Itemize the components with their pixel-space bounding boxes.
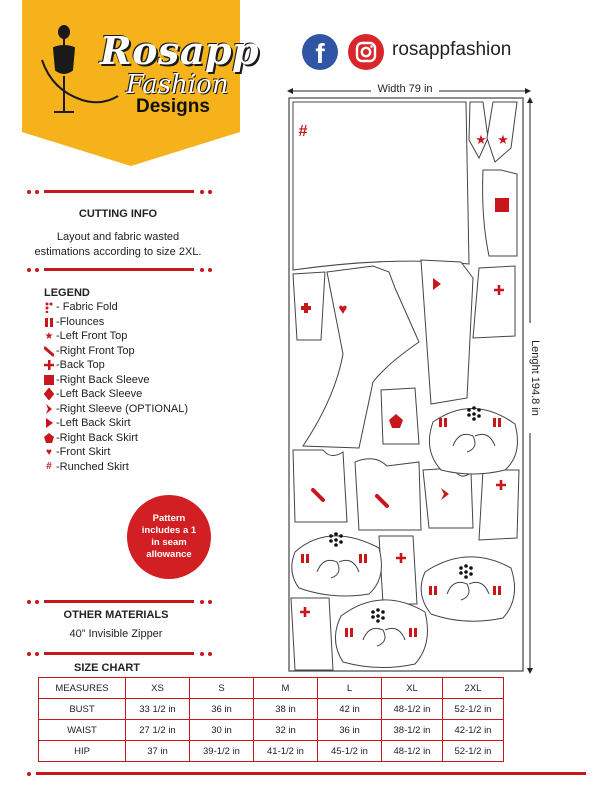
social-handle[interactable]: rosappfashion [392,39,512,60]
other-materials-title: OTHER MATERIALS [63,609,169,621]
bars-icon [493,418,496,427]
left-front-top-piece [469,102,488,158]
back-top-piece [379,536,417,604]
table-cell: HIP [39,741,126,762]
cutting-info-title: CUTTING INFO [78,208,158,220]
legend-item: - Fabric Fold [44,300,188,315]
runched-skirt-piece [293,102,469,270]
separator-dot [35,652,39,656]
separator-dot [35,190,39,194]
bars-icon [493,586,496,595]
separator-dot [27,600,31,604]
table-cell: 48-1/2 in [382,741,443,762]
table-cell: 38 in [254,699,318,720]
legend-list [44,300,188,474]
bars-icon [429,586,432,595]
legend-title: LEGEND [44,287,90,299]
table-cell: 42-1/2 in [443,720,504,741]
bars-icon [439,418,442,427]
separator-dot [200,268,204,272]
facebook-icon[interactable]: f [302,34,338,70]
header-cell: S [190,678,254,699]
seam-allowance-badge: Pattern includes a 1 in seam allowance [127,495,211,579]
cutting-info-text: Layout and fabric wasted estimations according to size 2XL. [34,231,202,258]
table-cell: 48-1/2 in [382,699,443,720]
legend-item: -Right Sleeve (OPTIONAL) [44,402,188,417]
right-front-top-piece [293,450,347,522]
legend-item: ♥ -Front Skirt [44,445,188,460]
table-cell: 37 in [126,741,190,762]
header-cell: XL [382,678,443,699]
table-cell: 42 in [318,699,382,720]
back-top-piece [291,598,333,670]
header-cell: L [318,678,382,699]
star-icon: ★ [44,330,54,342]
table-row [39,699,504,720]
heart-icon: ♥ [338,301,348,318]
separator-dot [27,652,31,656]
instagram-icon[interactable] [348,34,384,70]
star-icon: ★ [497,132,509,147]
other-materials-text: 40” Invisible Zipper [69,628,163,640]
right-front-top-piece [355,459,421,530]
legend-item: -Right Front Top [44,344,188,359]
separator-line [44,268,194,271]
legend-item: -Back Top [44,358,188,373]
pentagon-icon [44,432,54,444]
bars-icon [345,628,348,637]
separator-dot [208,268,212,272]
table-cell: 33 1/2 in [126,699,190,720]
length-label: Lenght 194.8 in [529,340,541,416]
separator-line [36,772,586,775]
width-label: Width 79 in [377,83,433,95]
table-cell: 39-1/2 in [190,741,254,762]
bars-icon [409,628,412,637]
back-top-piece [473,266,515,338]
table-cell: 45-1/2 in [318,741,382,762]
triangle-icon [44,417,54,429]
table-row [39,720,504,741]
legend-item: -Left Back Skirt [44,416,188,431]
table-cell: 36 in [190,699,254,720]
bars-icon [44,316,54,328]
flounce-piece [335,600,427,668]
separator-dot [208,652,212,656]
table-cell: BUST [39,699,126,720]
table-cell: 38-1/2 in [382,720,443,741]
table-cell: 30 in [190,720,254,741]
left-back-skirt-piece [421,260,473,404]
separator-dot [35,600,39,604]
size-chart-title: SIZE CHART [74,662,140,674]
right-back-skirt-piece [381,388,419,444]
separator-line [44,652,194,655]
brand-designs-word: Designs [136,96,210,117]
legend-item: -Right Back Skirt [44,431,188,446]
separator-dot [27,268,31,272]
separator-dot [200,600,204,604]
square-icon [44,374,54,386]
legend-item: -Flounces [44,315,188,330]
separator-dot [35,268,39,272]
bars-icon [301,554,304,563]
table-row [39,741,504,762]
table-cell: WAIST [39,720,126,741]
star-icon: ★ [475,132,487,147]
heart-icon: ♥ [46,446,52,458]
header-cell: M [254,678,318,699]
table-cell: 52-1/2 in [443,741,504,762]
legend-item: -Right Back Sleeve [44,373,188,388]
separator-line [44,600,194,603]
chevron-icon [44,403,54,415]
brand-logo-banner [22,0,260,166]
legend-item: # -Runched Skirt [44,460,188,475]
pattern-layout-diagram [283,78,553,683]
separator-dot [208,190,212,194]
hash-icon: # [298,123,308,140]
separator-dot [208,600,212,604]
table-cell: 41-1/2 in [254,741,318,762]
legend-item: ★ -Left Front Top [44,330,128,343]
hash-icon: # [46,461,52,473]
right-back-sleeve-piece [483,170,517,256]
header-cell: XS [126,678,190,699]
diamond-icon [44,388,54,400]
table-cell: 32 in [254,720,318,741]
separator-dot [200,190,204,194]
separator-line [44,190,194,193]
brand-fashion-word: Fashion [126,70,229,100]
legend-item: -Left Back Sleeve [44,387,188,402]
square-icon [495,198,509,212]
header-cell: 2XL [443,678,504,699]
back-top-piece [479,470,519,540]
separator-dot [200,652,204,656]
header-cell: MEASURES [39,678,126,699]
bars-icon [359,554,362,563]
size-chart-table [38,677,504,762]
table-cell: 36 in [318,720,382,741]
slash-icon [44,345,54,357]
plus-icon [44,359,54,371]
brand-script-name: Rosapp [100,28,260,73]
right-sleeve-piece [423,468,473,528]
separator-dot [27,772,31,776]
separator-dot [27,190,31,194]
dots-icon [44,301,54,313]
table-cell: 52-1/2 in [443,699,504,720]
table-cell: 27 1/2 in [126,720,190,741]
